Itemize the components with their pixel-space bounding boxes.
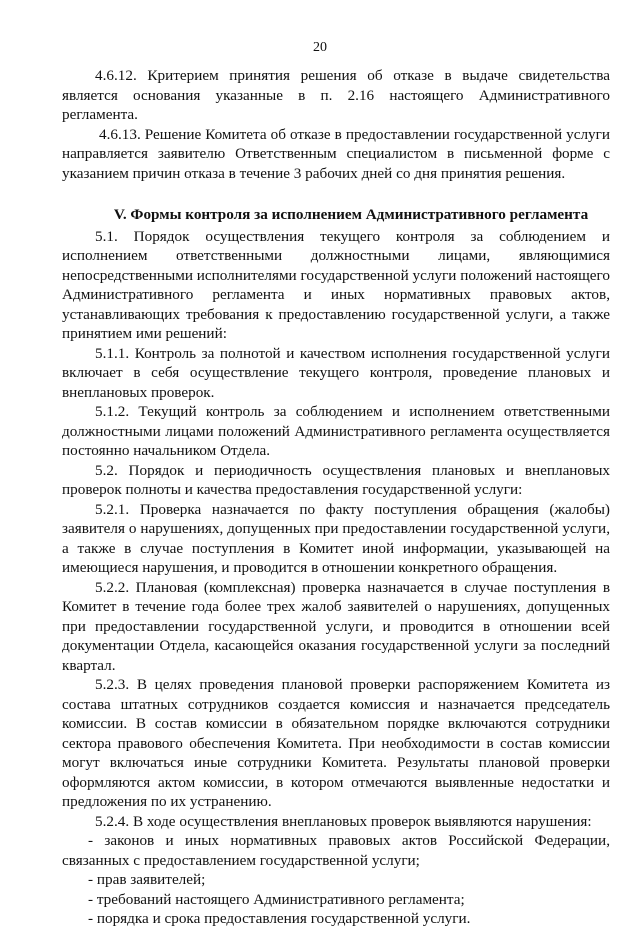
document-body [62,66,610,929]
list-item: - прав заявителей; [88,871,206,888]
paragraph-5-2: 5.2. Порядок и периодичность осуществления плановых и внеплановых проверок полноты и качества предоставления государственной услуги: [62,461,610,498]
page-number: 20 [313,40,327,55]
paragraph-5-1-2: 5.1.2. Текущий контроль за соблюдением и исполнением ответственными должностными лицами положений Административного регламента осуществляется постоянно начальником Отдела. [62,403,610,459]
list-item: - порядка и срока предоставления государственной услуги. [88,910,471,927]
list-item: - требований настоящего Административного регламента; [88,890,465,908]
paragraph-5-2-2: 5.2.2. Плановая (комплексная) проверка назначается в случае поступления в Комитет в течение года более трех жалоб заявителей о нарушениях, допущенных при предоставлении государственной услуги, и проводится в отношении всей документации Отдела, касающейся оказания государственной услуги за последний квартал. [62,578,610,674]
paragraph-4-6-12: 4.6.12. Критерием принятия решения об отказе в выдаче свидетельства является основания указанные в п. 2.16 настоящего Административного регламента. [62,67,610,123]
paragraph-5-1-1: 5.1.1. Контроль за полнотой и качеством исполнения государственной услуги включает в себя осуществление текущего контроля, проведение плановых и внеплановых проверок. [62,344,610,401]
paragraph-5-2-1: 5.2.1. Проверка назначается по факту поступления обращения (жалобы) заявителя о нарушениях, допущенных при предоставлении государственной услуги, а также в случае поступления в Комитет иной информации, указывающей на имеющиеся нарушения, и проводится в отношении конкретного обращения. [62,500,610,576]
paragraph-4-6-13: 4.6.13. Решение Комитета об отказе в предоставлении государственной услуги направляется заявителю Ответственным специалистом в письменной форме с указанием причин отказа в течение 3 рабочих дней со дня принятия решения. [62,125,610,182]
paragraph-5-2-4: 5.2.4. В ходе осуществления внеплановых проверок выявляются нарушения: [95,812,592,830]
section-heading: V. Формы контроля за исполнением Административного регламента [113,206,589,223]
paragraph-5-1: 5.1. Порядок осуществления текущего контроля за соблюдением и исполнением ответственными должностными лицами, являющимися непосредственными исполнителями государственной услуги положений настоящего Административного регламента и иных нормативных правовых актов, устанавливающих требования к предоставлению государственной услуги, а также принятием ими решений: [62,227,610,342]
paragraph-5-2-3: 5.2.3. В целях проведения плановой проверки распоряжением Комитета из состава штатных сотрудников создается комиссия и назначается председатель комиссии. В состав комиссии в обязательном порядке включаются сотрудники сектора правового обеспечения Комитета. При необходимости в состав комиссии могут включаться иные сотрудники Комитета. Результаты плановой проверки оформляются актом комиссии, в котором отмечаются выявленные недостатки и предложения по их устранению. [62,676,610,810]
list-item: - законов и иных нормативных правовых актов Российской Федерации, связанных с предоставлением государственной услуги; [62,832,610,869]
